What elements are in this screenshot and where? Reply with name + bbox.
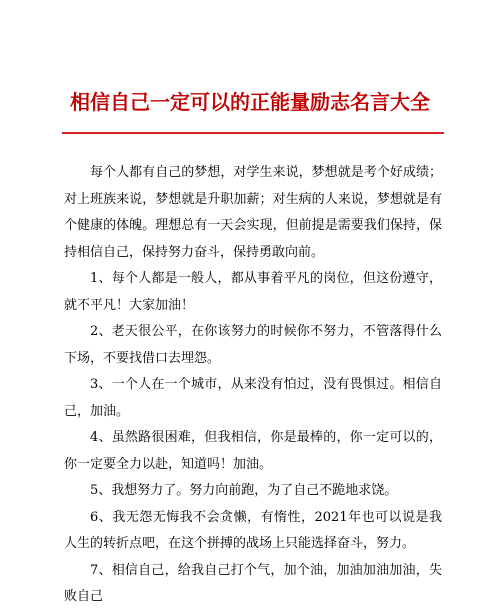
document-body	[64, 160, 442, 611]
quote-paragraph-6: 6、我无怨无悔我不会贪懒，有惰性，2021年也可以说是我人生的转折点吧，在这个拼搏的战场上只能选择奋斗，努力。	[64, 509, 442, 551]
quote-paragraph-7: 7、相信自己，给我自己打个气，加个油，加油加油加油，失败自己	[64, 562, 442, 604]
document-title: 相信自己一定可以的正能量励志名言大全	[70, 90, 430, 114]
intro-paragraph: 每个人都有自己的梦想，对学生来说，梦想就是考个好成绩；对上班族来说，梦想就是升职加薪；对生病的人来说，梦想就是有个健康的体魄。理想总有一天会实现，但前提是需要我们保持，保持相信自己，保持努力奋斗，保持勇敢向前。	[64, 165, 442, 260]
title-divider	[62, 132, 444, 134]
quote-paragraph-2: 2、老天很公平，在你该努力的时候你不努力，不管落得什么下场，不要找借口去埋怨。	[64, 324, 442, 366]
quote-paragraph-1: 1、每个人都是一般人，都从事着平凡的岗位，但这份遵守，就不平凡！大家加油！	[64, 271, 442, 313]
quote-paragraph-4: 4、虽然路很困难，但我相信，你是最棒的，你一定可以的，你一定要全力以赴，知道吗！加油。	[64, 430, 442, 472]
quote-paragraph-3: 3、一个人在一个城市，从来没有怕过，没有畏惧过。相信自己，加油。	[64, 377, 442, 419]
quote-paragraph-5: 5、我想努力了。努力向前跑，为了自己不跪地求饶。	[90, 483, 398, 498]
